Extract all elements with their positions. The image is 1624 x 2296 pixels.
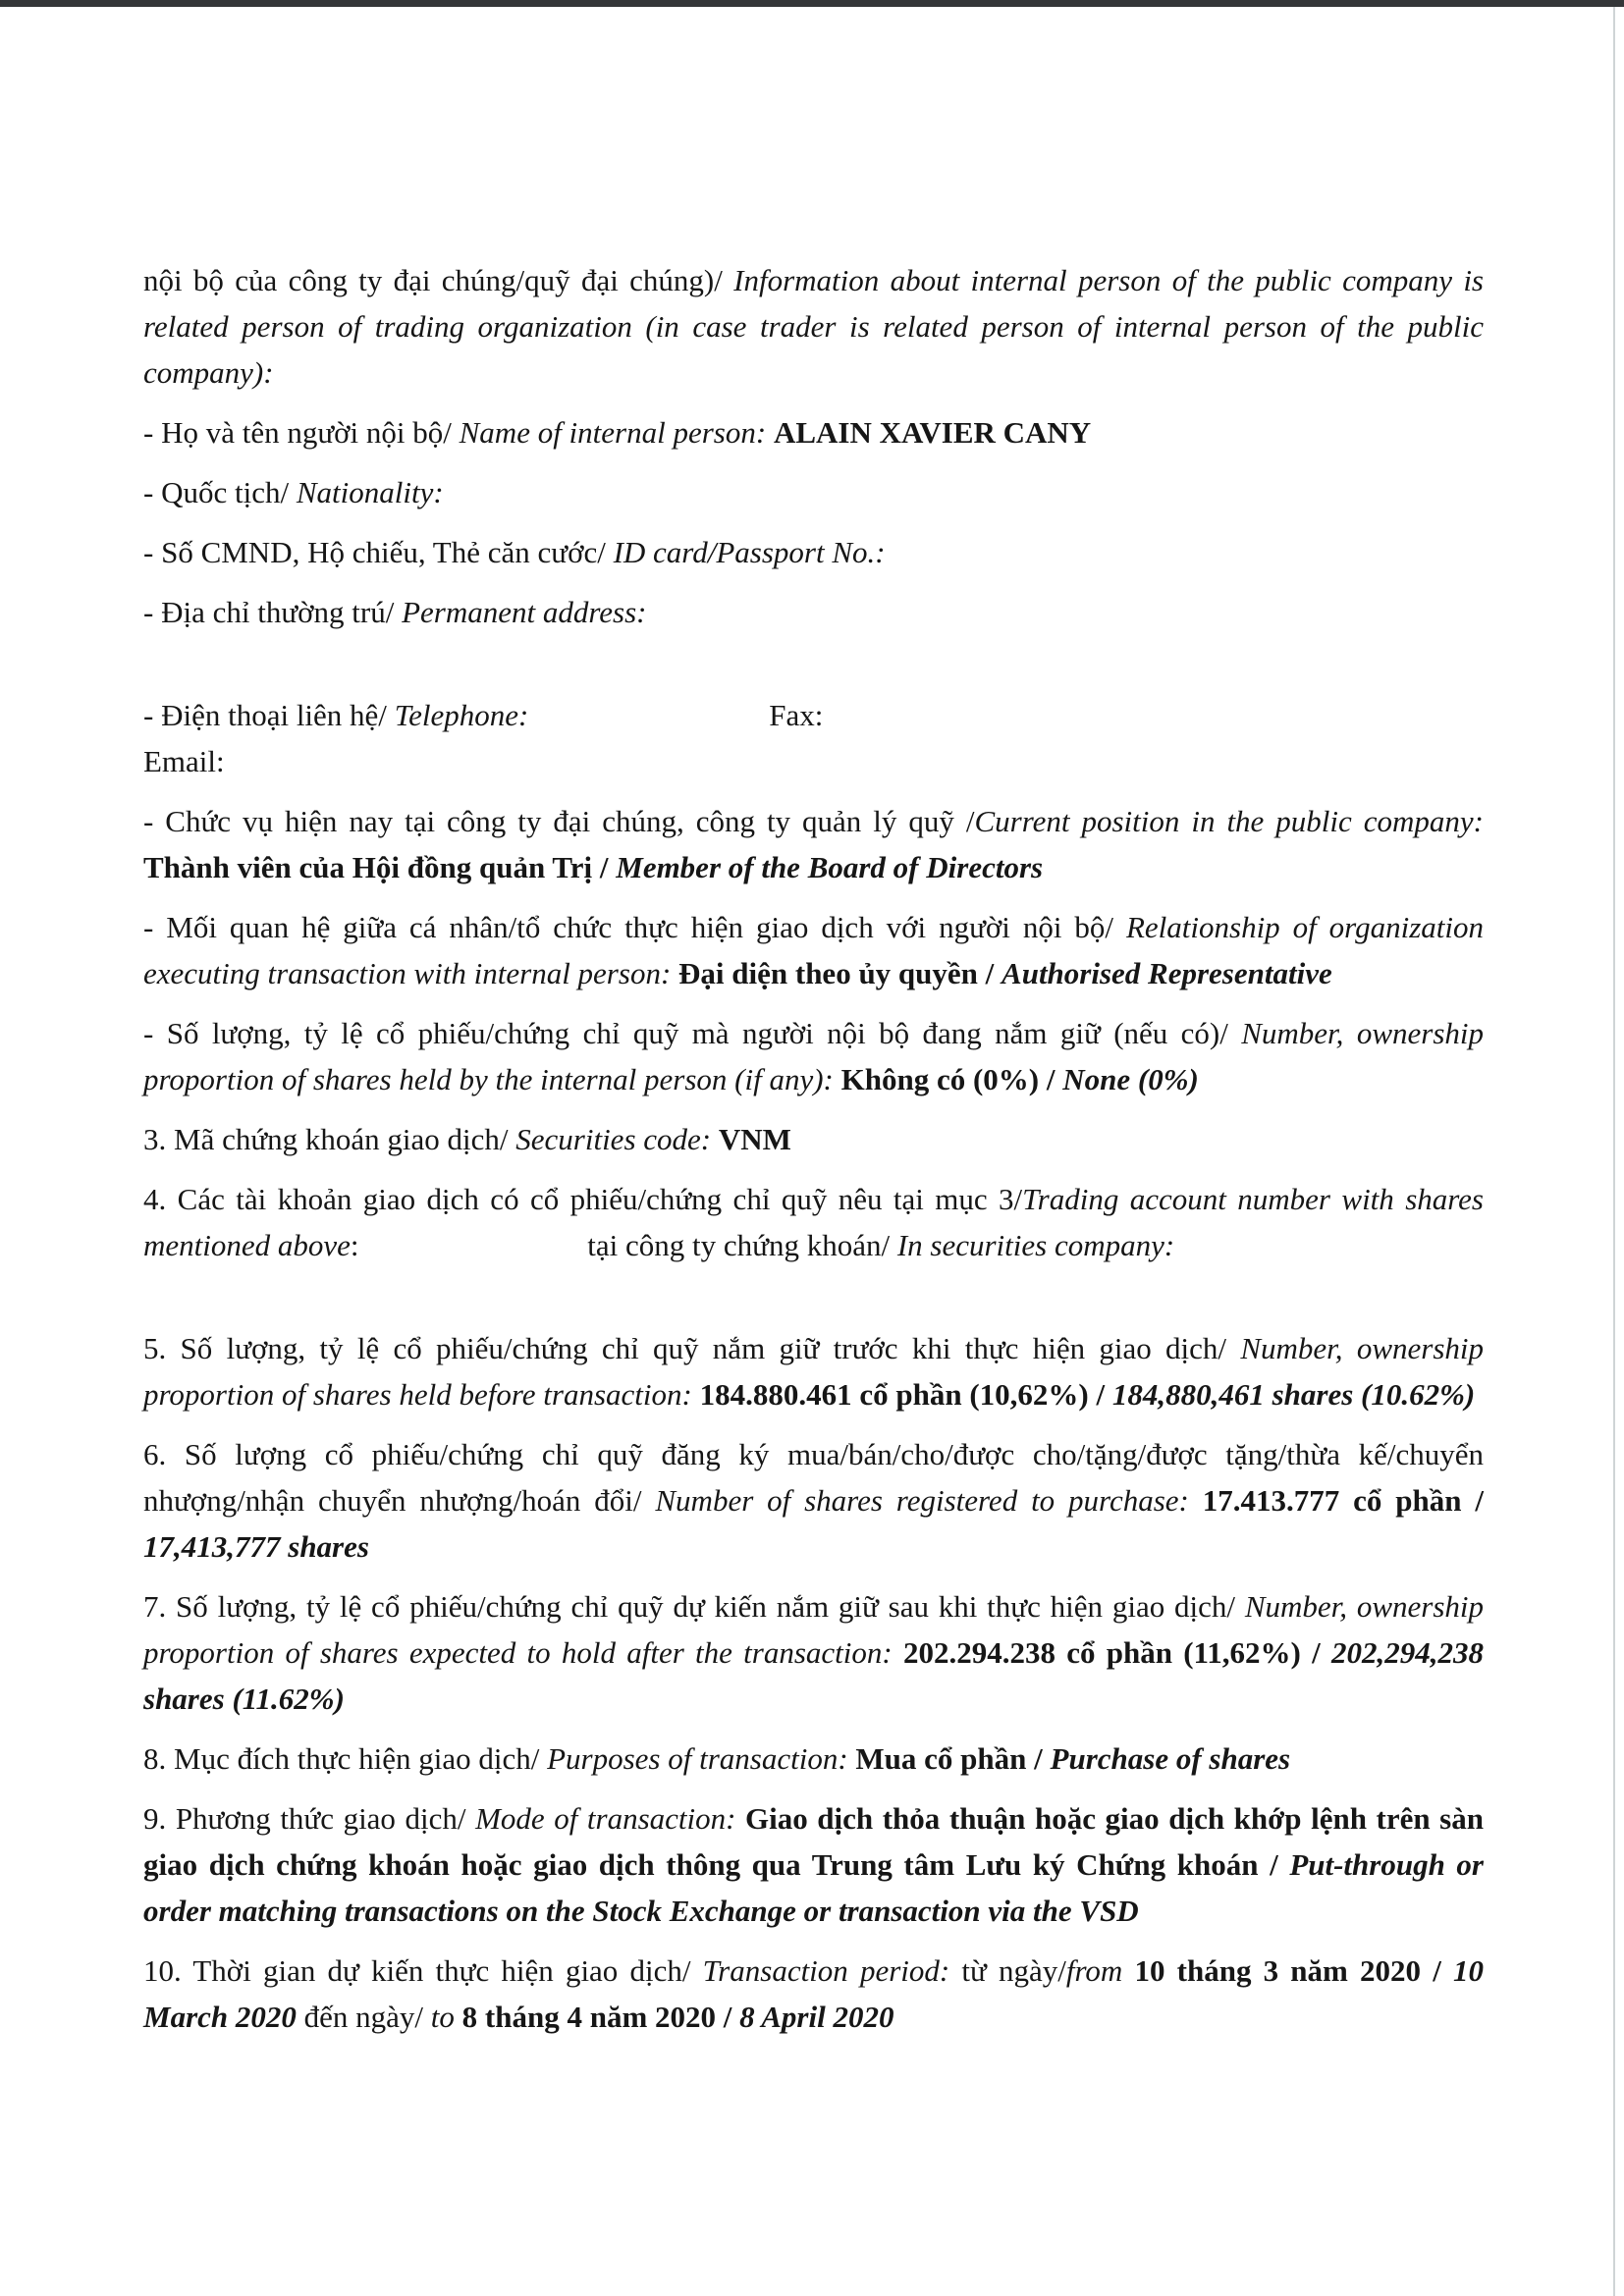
para-telephone-fax-email-segment	[528, 724, 769, 725]
para-permanent-address	[143, 589, 1484, 635]
para-transaction-period-segment: 10 March 2020	[143, 1953, 1484, 2034]
para-shares-held-by-internal-person-segment: Không có (0%) /	[840, 1062, 1063, 1096]
para-current-position-segment: Member of the Board of Directors	[616, 850, 1044, 884]
para-id-card-segment: ID card/Passport No.:	[613, 535, 886, 569]
para-shares-held-by-internal-person-segment: Number, ownership proportion of shares held by the internal person (if any):	[143, 1016, 1484, 1096]
para-shares-held-before-transaction-segment: 184,880,461 shares (10.62%)	[1111, 1377, 1476, 1412]
para-transaction-period-segment: 8 April 2020	[739, 2000, 894, 2034]
para-telephone-fax-email-segment: Email:	[143, 744, 225, 778]
para-trading-accounts-segment: tại công ty chứng khoán/	[587, 1228, 897, 1262]
para-trading-accounts-segment: Trading account number with shares mentioned above	[143, 1182, 1484, 1262]
para-securities-code	[143, 1116, 1484, 1162]
para-trading-accounts	[143, 1176, 1484, 1268]
para-shares-expected-after-transaction-segment: Number, ownership proportion of shares expected to hold after the transaction:	[143, 1589, 1484, 1670]
para-securities-code-segment: 3. Mã chứng khoán giao dịch/	[143, 1122, 516, 1156]
para-relationship-with-internal-person-segment: Relationship of organization executing transaction with internal person:	[143, 910, 1484, 990]
para-shares-expected-after-transaction-segment: 7. Số lượng, tỷ lệ cổ phiếu/chứng chỉ quỹ dự kiến nắm giữ sau khi thực hiện giao dịch/	[143, 1589, 1245, 1624]
para-purpose-of-transaction-segment: Purposes of transaction:	[547, 1741, 856, 1776]
para-purpose-of-transaction-segment: Purchase of shares	[1050, 1741, 1291, 1776]
para-shares-held-before-transaction-segment: Number, ownership proportion of shares held before transaction:	[143, 1331, 1484, 1412]
para-telephone-fax-email-segment: - Điện thoại liên hệ/	[143, 698, 395, 732]
para-nationality	[143, 469, 1484, 515]
para-mode-of-transaction-segment: 9. Phương thức giao dịch/	[143, 1801, 476, 1836]
para-intro-continuation-segment: nội bộ của công ty đại chúng/quỹ đại chúng)/	[143, 263, 734, 297]
para-shares-held-by-internal-person	[143, 1010, 1484, 1102]
para-shares-registered-to-purchase-segment: 17,413,777 shares	[143, 1529, 369, 1564]
para-internal-person-name-segment: Name of internal person:	[459, 415, 774, 450]
para-shares-registered-to-purchase-segment: 17.413.777 cổ phần /	[1202, 1483, 1484, 1518]
para-id-card	[143, 529, 1484, 575]
para-intro-continuation-segment: Information about internal person of the public company is related person of trading organization (in case trader is related person of internal person of the public company):	[143, 263, 1484, 390]
para-purpose-of-transaction	[143, 1735, 1484, 1782]
para-transaction-period	[143, 1948, 1484, 2040]
para-transaction-period-segment: 10. Thời gian dự kiến thực hiện giao dịch/	[143, 1953, 703, 1988]
document-body	[143, 257, 1484, 2054]
para-shares-held-before-transaction-segment: 184.880.461 cổ phần (10,62%) /	[699, 1377, 1112, 1412]
para-transaction-period-segment: 10 tháng 3 năm 2020 /	[1134, 1953, 1453, 1988]
para-shares-expected-after-transaction-segment: 202,294,238 shares (11.62%)	[143, 1635, 1484, 1716]
para-telephone-fax-email-segment: Fax:	[769, 698, 824, 732]
para-relationship-with-internal-person-segment: - Mối quan hệ giữa cá nhân/tổ chức thực hiện giao dịch với người nội bộ/	[143, 910, 1126, 944]
para-purpose-of-transaction-segment: Mua cổ phần /	[855, 1741, 1051, 1776]
para-relationship-with-internal-person-segment: Đại diện theo ủy quyền /	[678, 956, 1002, 990]
para-transaction-period-segment: from	[1065, 1953, 1135, 1988]
para-relationship-with-internal-person	[143, 904, 1484, 996]
para-telephone-fax-email-segment: Telephone:	[394, 698, 529, 732]
para-telephone-fax-email	[143, 692, 1484, 784]
para-id-card-segment: - Số CMND, Hộ chiếu, Thẻ căn cước/	[143, 535, 614, 569]
para-trading-accounts-segment: In securities company:	[896, 1228, 1175, 1262]
para-trading-accounts-segment: :	[350, 1228, 367, 1262]
scan-right-edge-line	[1613, 7, 1615, 2296]
para-intro-continuation	[143, 257, 1484, 396]
para-shares-held-by-internal-person-segment: None (0%)	[1062, 1062, 1199, 1096]
para-nationality-segment: - Quốc tịch/	[143, 475, 297, 509]
para-relationship-with-internal-person-segment: Authorised Representative	[1001, 956, 1332, 990]
para-permanent-address-segment: Permanent address:	[402, 595, 647, 629]
para-mode-of-transaction	[143, 1795, 1484, 1934]
para-shares-expected-after-transaction-segment: 202.294.238 cổ phần (11,62%) /	[902, 1635, 1331, 1670]
para-current-position	[143, 798, 1484, 890]
para-shares-held-by-internal-person-segment: - Số lượng, tỷ lệ cổ phiếu/chứng chỉ quỹ mà người nội bộ đang nắm giữ (nếu có)/	[143, 1016, 1242, 1050]
para-transaction-period-segment: đến ngày/	[303, 2000, 431, 2034]
para-mode-of-transaction-segment: Giao dịch thỏa thuận hoặc giao dịch khớp lệnh trên sàn giao dịch chứng khoán hoặc giao dịch thông qua Trung tâm Lưu ký Chứng khoán /	[143, 1801, 1484, 1882]
para-shares-registered-to-purchase	[143, 1431, 1484, 1570]
para-purpose-of-transaction-segment: 8. Mục đích thực hiện giao dịch/	[143, 1741, 548, 1776]
para-shares-registered-to-purchase-segment: 6. Số lượng cổ phiếu/chứng chỉ quỹ đăng ký mua/bán/cho/được cho/tặng/được tặng/thừa kế/chuyển nhượng/nhận chuyển nhượng/hoán đổi/	[143, 1437, 1484, 1518]
para-current-position-segment: Current position in the public company:	[974, 804, 1484, 838]
para-shares-expected-after-transaction	[143, 1583, 1484, 1722]
para-shares-held-before-transaction-segment: 5. Số lượng, tỷ lệ cổ phiếu/chứng chỉ quỹ nắm giữ trước khi thực hiện giao dịch/	[143, 1331, 1241, 1365]
para-transaction-period-segment: 8 tháng 4 năm 2020 /	[461, 2000, 740, 2034]
para-trading-accounts-segment: 4. Các tài khoản giao dịch có cổ phiếu/chứng chỉ quỹ nêu tại mục 3/	[143, 1182, 1023, 1216]
para-shares-held-before-transaction	[143, 1325, 1484, 1417]
para-internal-person-name-segment: - Họ và tên người nội bộ/	[143, 415, 460, 450]
para-permanent-address-segment: - Địa chỉ thường trú/	[143, 595, 403, 629]
para-current-position-segment: Thành viên của Hội đồng quản Trị /	[143, 850, 617, 884]
para-internal-person-name-segment: ALAIN XAVIER CANY	[773, 415, 1092, 450]
para-transaction-period-segment: to	[430, 2000, 462, 2034]
para-mode-of-transaction-segment: Mode of transaction:	[475, 1801, 746, 1836]
para-securities-code-segment: Securities code:	[515, 1122, 719, 1156]
para-internal-person-name	[143, 409, 1484, 455]
para-transaction-period-segment: từ ngày/	[961, 1953, 1066, 1988]
para-nationality-segment: Nationality:	[296, 475, 444, 509]
para-securities-code-segment: VNM	[718, 1122, 791, 1156]
para-shares-registered-to-purchase-segment: Number of shares registered to purchase:	[655, 1483, 1203, 1518]
para-mode-of-transaction-segment: Put-through or order matching transactions on the Stock Exchange or transaction via the VSD	[143, 1847, 1484, 1928]
para-current-position-segment: - Chức vụ hiện nay tại công ty đại chúng, công ty quản lý quỹ /	[143, 804, 975, 838]
para-transaction-period-segment: Transaction period:	[702, 1953, 962, 1988]
scan-top-edge	[0, 0, 1624, 7]
